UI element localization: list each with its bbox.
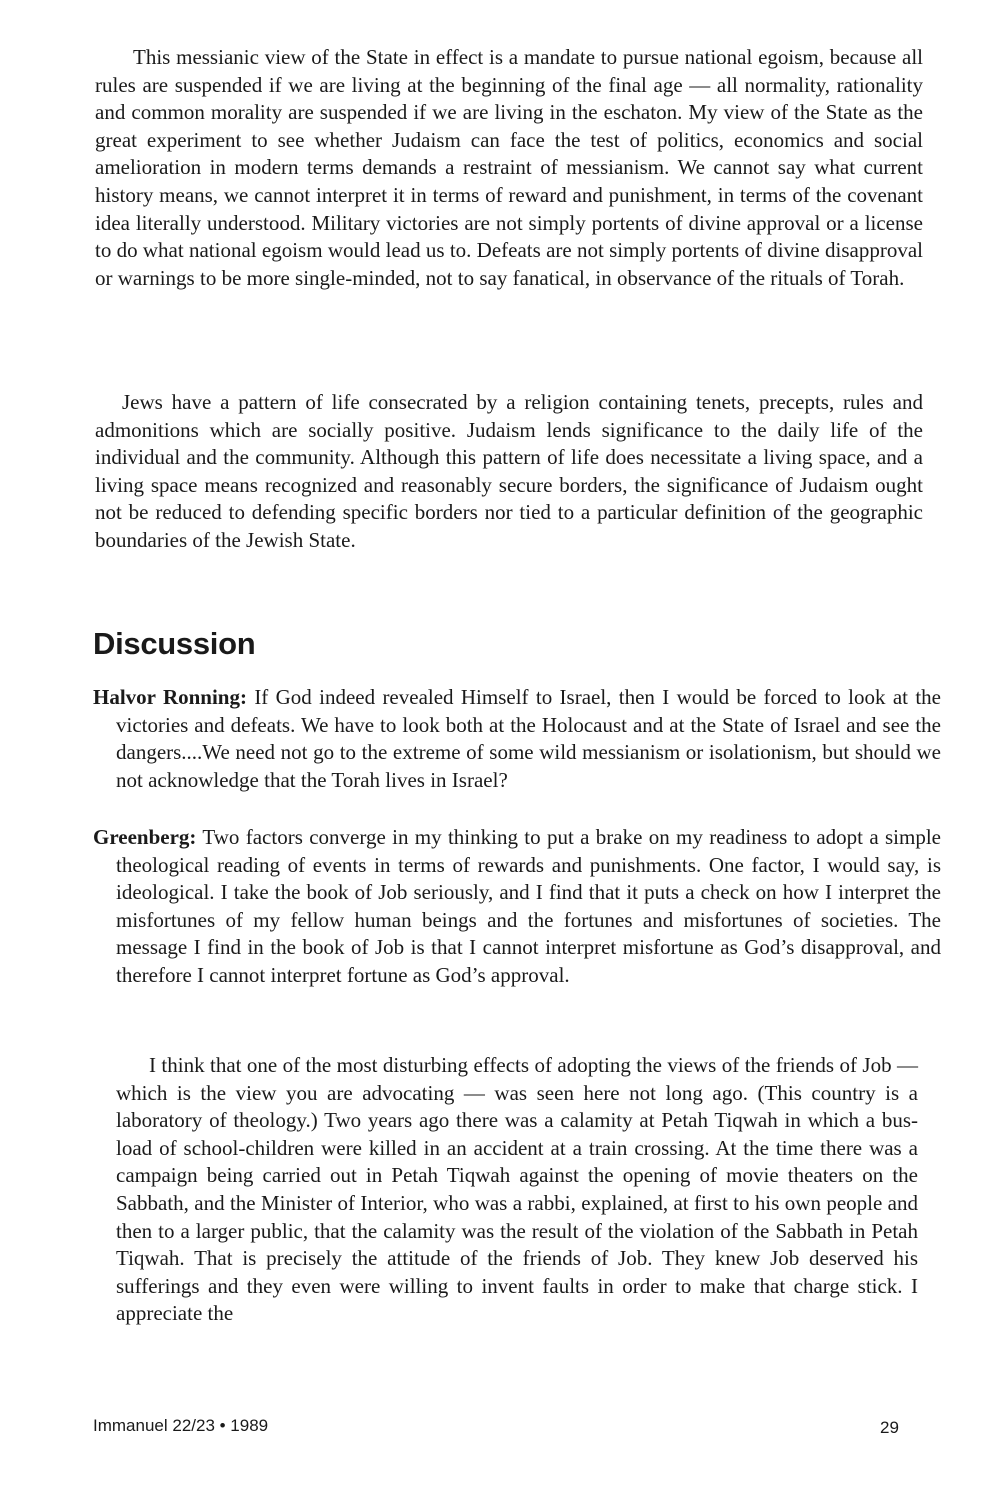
- speaker-name: Greenberg:: [93, 825, 197, 849]
- footer-page-number: 29: [880, 1418, 899, 1437]
- discussion-entry-ronning: [93, 684, 941, 794]
- speaker-text: Two factors converge in my thinking to put a brake on my readiness to adopt a simple theological reading of events in terms of rewards and punishments. One factor, I would say, is ideological. I take the book of Job seriously, and I find that it puts a check on how I interpret the misfortunes of my fellow human beings and the fortunes and misfortunes of societies. The message I find in the book of Job is that I cannot interpret misfortune as God’s disapproval, and therefore I cannot interpret fortune as God’s approval.: [116, 825, 941, 987]
- discussion-entry-greenberg: [93, 824, 941, 990]
- body-paragraph-2: Jews have a pattern of life consecrated by a religion containing tenets, precepts, rules and admonitions which are socially positive. Judaism lends significance to the daily life of the individual and the community. Although this pattern of life does necessitate a living space, and a living space means recognized and reasonably secure borders, the significance of Judaism ought not be reduced to defending specific borders nor tied to a particular definition of the geographic boundaries of the Jewish State.: [95, 390, 923, 552]
- discussion-continuation: I think that one of the most disturbing effects of adopting the views of the friends of Job — which is the view you are advocating — was seen here not long ago. (This country is a laboratory of theology.) Two years ago there was a calamity at Petah Tiqwah in which a bus-load of school-children were killed in an accident at a train crossing. At the time there was a campaign being carried out in Petah Tiqwah against the opening of movie theaters on the Sabbath, and the Minister of Interior, who was a rabbi, explained, at first to his own people and then to a larger public, that the calamity was the result of the violation of the Sabbath in Petah Tiqwah. That is precisely the attitude of the friends of Job. They knew Job deserved his sufferings and they even were willing to invent faults in order to make that charge stick. I appreciate the: [116, 1053, 918, 1326]
- body-paragraph-1: This messianic view of the State in effect is a mandate to pursue national egoism, because all rules are suspended if we are living at the beginning of the final age — all normality, rationality and common morality are suspended if we are living in the eschaton. My view of the State as the great experiment to see whether Judaism can face the test of politics, economics and social amelioration in modern terms demands a restraint of messianism. We cannot say what current history means, we cannot interpret it in terms of reward and punishment, in terms of the covenant idea literally understood. Military victories are not simply portents of divine approval or a license to do what national egoism would lead us to. Defeats are not simply portents of divine disapproval or warnings to be more single-minded, not to say fanatical, in observance of the rituals of Torah.: [95, 45, 923, 290]
- speaker-text: If God indeed revealed Himself to Israel, then I would be forced to look at the victories and defeats. We have to look both at the Holocaust and at the State of Israel and see the dangers....We need not go to the extreme of some wild messianism or isolationism, but should we not acknowledge that the Torah lives in Israel?: [116, 685, 941, 792]
- section-heading-discussion: Discussion: [93, 626, 256, 661]
- footer-journal: Immanuel 22/23 • 1989: [93, 1416, 269, 1435]
- speaker-name: Halvor Ronning:: [93, 685, 247, 709]
